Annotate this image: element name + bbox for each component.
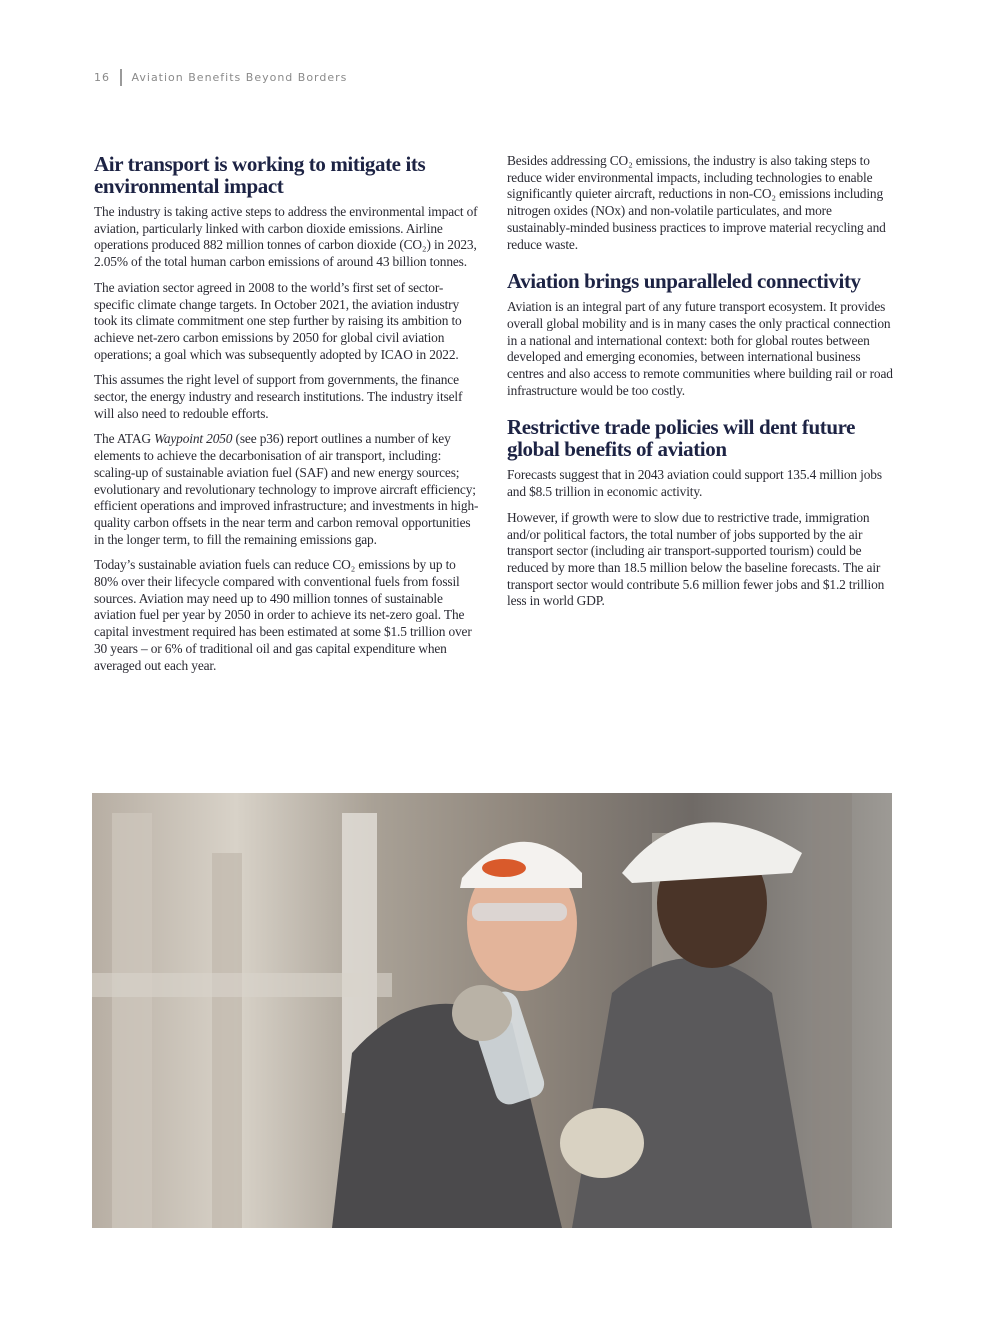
text: The ATAG bbox=[94, 431, 155, 447]
workers-photo bbox=[92, 793, 892, 1228]
section-heading-trade: Restrictive trade policies will dent future global benefits of aviation bbox=[507, 415, 856, 462]
section-heading-connectivity: Aviation brings unparalleled connectivity bbox=[507, 269, 861, 294]
section-heading-environment: Air transport is working to mitigate its environmental impact bbox=[94, 152, 426, 198]
left-column bbox=[94, 153, 482, 683]
report-title: Waypoint 2050 bbox=[154, 431, 233, 447]
publication-title: Aviation Benefits Beyond Borders bbox=[131, 71, 348, 84]
paragraph: Besides addressing CO₂ emissions, the industry is also taking steps to reduce wider environmental impacts, including technologies to enable significantly quieter aircraft, reductions in non-CO₂ emissions including nitrogen oxides (NOx) and non-volatile particulates, and more sustainably-minded business practices to improve material recycling and reduce waste. bbox=[507, 153, 886, 252]
page-number: 16 bbox=[94, 71, 110, 84]
paragraph: The industry is taking active steps to address the environmental impact of aviation, particularly linked with carbon dioxide emissions. Airline operations produced 882 million tonnes of carbon dioxide (CO₂) in 2023, 2.05% of the total human carbon emissions of around 43 billion tonnes. bbox=[94, 204, 478, 270]
paragraph: The aviation sector agreed in 2008 to the world’s first set of sector-specific climate change targets. In October 2021, the aviation industry took its climate commitment one step further by raising its ambition to achieve net-zero carbon emissions by 2050 for global civil aviation operations; a goal which was subsequently adopted by ICAO in 2022. bbox=[94, 279, 462, 362]
paragraph: Forecasts suggest that in 2043 aviation could support 135.4 million jobs and $8.5 trillion in economic activity. bbox=[507, 467, 882, 500]
paragraph: Aviation is an integral part of any future transport ecosystem. It provides overall global mobility and is in many cases the only practical connection in a national and international context: both for global routes between developed and emerging economies, between international business centres and also access to remote communities where building rail or road infrastructure would be too costly. bbox=[507, 299, 893, 398]
paragraph: This assumes the right level of support from governments, the finance sector, the energy industry and research institutions. The industry itself will also need to redouble efforts. bbox=[94, 372, 463, 421]
page-header bbox=[94, 69, 347, 86]
right-column bbox=[507, 153, 895, 619]
photo-illustration bbox=[92, 793, 892, 1228]
paragraph-waypoint bbox=[94, 431, 482, 548]
paragraph: However, if growth were to slow due to restrictive trade, immigration and/or political factors, the total number of jobs supported by the air transport sector (including air transport-supported tourism) could be reduced by more than 18.5 million below the baseline forecasts. The air transport sector would contribute 5.6 million fewer jobs and $1.2 trillion less in world GDP. bbox=[507, 509, 885, 609]
header-divider bbox=[120, 69, 122, 86]
paragraph: Today’s sustainable aviation fuels can reduce CO₂ emissions by up to 80% over their lifecycle compared with conventional fuels from fossil sources. Aviation may need up to 490 million tonnes of sustainable aviation fuel per year by 2050 in order to achieve its net-zero goal. The capital investment required has been estimated at some $1.5 trillion over 30 years – or 6% of traditional oil and gas capital expenditure when averaged out each year. bbox=[94, 557, 472, 673]
text: (see p36) report outlines a number of key elements to achieve the decarbonisation of air transport, including: scaling-up of sustainable aviation fuel (SAF) and new energy sources; evolutionary and revolutionary technology to improve aircraft efficiency; efficient operations and improved infrastructure; and investments in high-quality carbon offsets in the near term and carbon removal opportunities in the longer term, to fill the remaining emissions gap. bbox=[94, 431, 479, 547]
